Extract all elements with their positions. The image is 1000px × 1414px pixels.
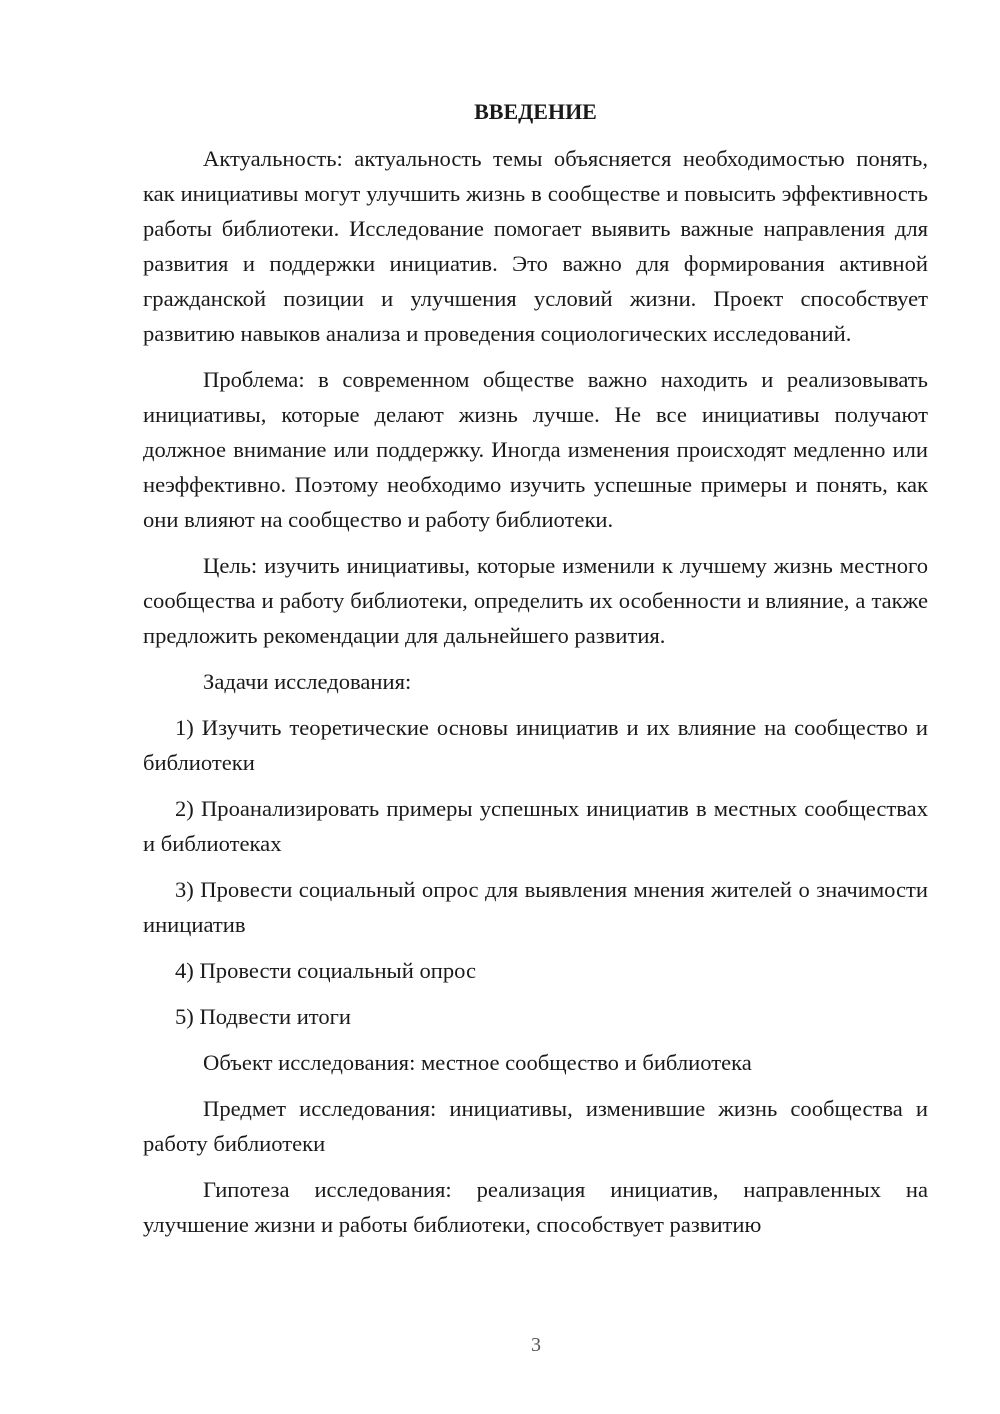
- list-item: 1) Изучить теоретические основы инициатив и их влияние на сообщество и библиотеки: [143, 715, 928, 775]
- object-paragraph: Объект исследования: местное сообщество и библиотека: [203, 1050, 752, 1075]
- subject-paragraph: Предмет исследования: инициативы, изменившие жизнь сообщества и работу библиотеки: [143, 1096, 928, 1156]
- list-item: 2) Проанализировать примеры успешных инициатив в местных сообществах и библиотеках: [143, 796, 928, 856]
- problem-paragraph: Проблема: в современном обществе важно находить и реализовывать инициативы, которые делают жизнь лучше. Не все инициативы получают должное внимание или поддержку. Иногда изменения происходят медленно или неэффективно. Поэтому необходимо изучить успешные примеры и понять, как они влияют на сообщество и работу библиотеки.: [143, 367, 928, 532]
- page-title: ВВЕДЕНИЕ: [474, 99, 597, 124]
- list-item: 4) Провести социальный опрос: [175, 958, 477, 983]
- tasks-heading: Задачи исследования:: [203, 669, 412, 694]
- page-number: 3: [531, 1334, 541, 1356]
- goal-paragraph: Цель: изучить инициативы, которые изменили к лучшему жизнь местного сообщества и работу библиотеки, определить их особенности и влияние, а также предложить рекомендации для дальнейшего развития.: [143, 553, 928, 648]
- list-item: 5) Подвести итоги: [175, 1004, 352, 1029]
- relevance-paragraph: Актуальность: актуальность темы объясняется необходимостью понять, как инициативы могут улучшить жизнь в сообществе и повысить эффективность работы библиотеки. Исследование помогает выявить важные направления для развития и поддержки инициатив. Это важно для формирования активной гражданской позиции и улучшения условий жизни. Проект способствует развитию навыков анализа и проведения социологических исследований.: [143, 146, 928, 346]
- list-item: 3) Провести социальный опрос для выявления мнения жителей о значимости инициатив: [143, 877, 928, 937]
- hypothesis-paragraph: Гипотеза исследования: реализация инициатив, направленных на улучшение жизни и работы библиотеки, способствует развитию: [143, 1177, 928, 1237]
- page-content: [143, 94, 928, 1253]
- tasks-list: [143, 710, 928, 1034]
